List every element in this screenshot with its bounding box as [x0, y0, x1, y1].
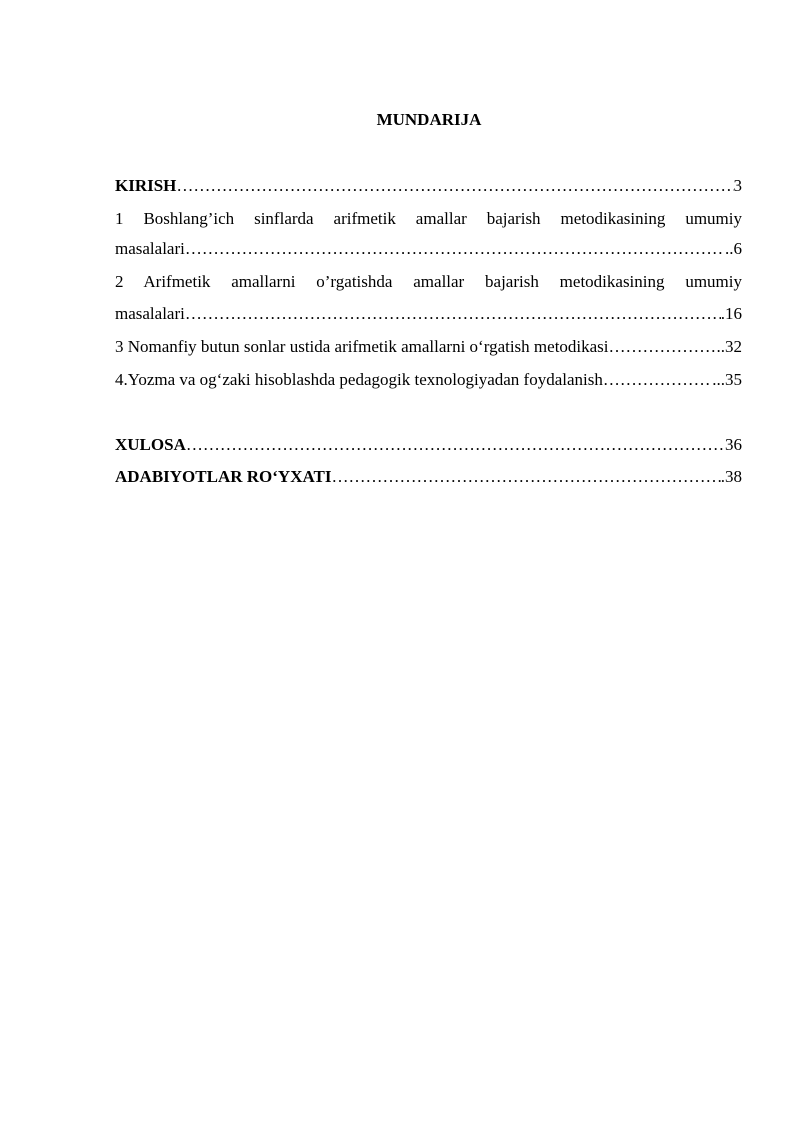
toc-entry-3[interactable]: [115, 335, 742, 359]
toc-leader-dots: [185, 237, 725, 261]
toc-leader-dots: [331, 465, 720, 489]
toc-label: 3 Nomanfiy butun sonlar ustida arifmetik amallarni o‘rgatish metodikasi: [115, 337, 609, 356]
toc-entry-kirish[interactable]: [115, 174, 742, 198]
toc-label: masalalari: [115, 304, 185, 323]
toc-page-number: ...35: [712, 370, 742, 389]
toc-page-number: ..6: [725, 239, 742, 258]
toc-label: ADABIYOTLAR RO‘YXATI: [115, 467, 332, 486]
toc-entry-adabiyotlar[interactable]: [115, 465, 742, 489]
toc-leader-dots: [186, 433, 725, 457]
toc-leader-dots: [176, 174, 733, 198]
toc-label: masalalari: [115, 239, 185, 258]
toc-label: 4.Yozma va og‘zaki hisoblashda pedagogik texnologiyadan foydalanish: [115, 370, 603, 389]
toc-entry-4[interactable]: [115, 368, 742, 392]
toc-page-number: ..32: [716, 337, 742, 356]
toc-leader-dots: [603, 368, 712, 392]
toc-entry-xulosa[interactable]: [115, 433, 742, 457]
toc-label: XULOSA: [115, 435, 186, 454]
toc-entry-2-line1[interactable]: 2 Arifmetik amallarni o’rgatishda amallar bajarish metodikasining umumiy: [115, 272, 742, 291]
toc-entry-1-line1[interactable]: 1 Boshlang’ich sinflarda arifmetik amallar bajarish metodikasining umumiy: [115, 209, 742, 228]
toc-page-number: 3: [733, 176, 742, 195]
toc-entry-2-line2[interactable]: [115, 302, 742, 326]
toc-page-number: .38: [720, 467, 742, 486]
toc-label: KIRISH: [115, 176, 177, 195]
toc-page-number: .16: [720, 304, 742, 323]
toc-page-number: 36: [725, 435, 742, 454]
page-title: MUNDARIJA: [376, 110, 482, 129]
toc-entry-1-line2[interactable]: [115, 237, 742, 261]
toc-leader-dots: [609, 335, 717, 359]
toc-leader-dots: [185, 302, 721, 326]
